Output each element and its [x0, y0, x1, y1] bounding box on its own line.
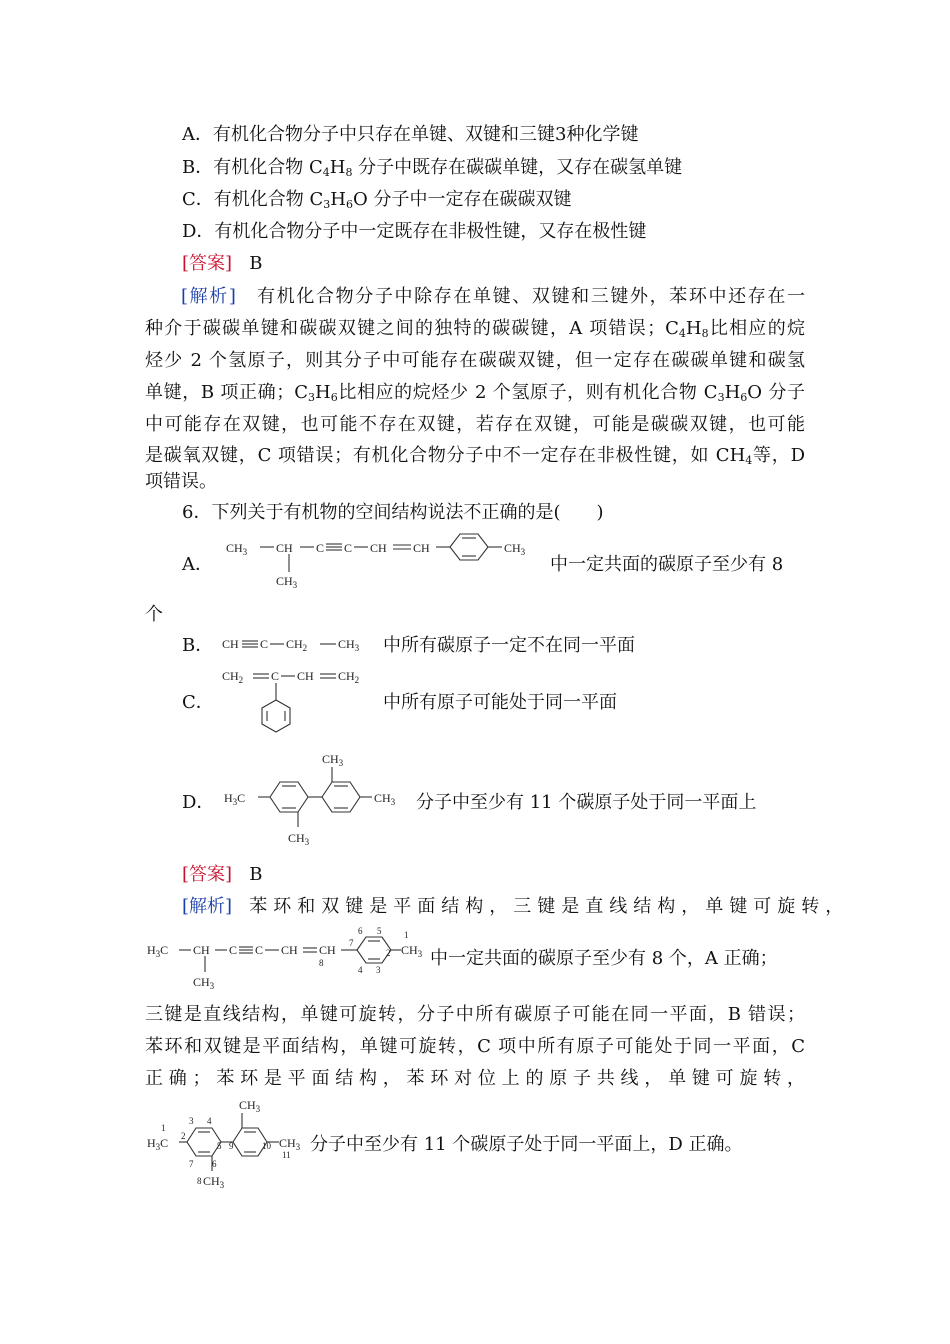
analysis-line-1: [解析] 有机化合物分子中除存在单键、双键和三键外，苯环中还存在一: [145, 284, 805, 310]
svg-text:C: C: [316, 541, 325, 555]
question6-stem: 6．下列关于有机物的空间结构说法不正确的是( ): [182, 502, 604, 523]
svg-text:7: 7: [349, 938, 354, 948]
svg-text:CH3: $CH_3$: [193, 975, 215, 991]
svg-text:C: C: [271, 669, 280, 683]
q6-option-d-label: D．: [182, 792, 215, 813]
svg-text:5: 5: [377, 926, 382, 936]
svg-text:C: C: [344, 541, 353, 555]
svg-text:CH2: $CH_2$: [338, 669, 360, 685]
q6-answer-label: [答案]: [182, 864, 233, 885]
q6-option-d-text: 分子中至少有 11 个碳原子处于同一平面上: [416, 792, 757, 813]
analysis-line-4: 单键，B 项正确；$C_3H_6$比相应的烷烃少 2 个氢原子，则有机化合物 $C_3H_6O$ 分子: [145, 382, 806, 404]
svg-text:3: 3: [189, 1116, 194, 1126]
q6-option-a-text: 中一定共面的碳原子至少有 8: [550, 554, 784, 575]
q6-option-a-cont: 个: [145, 604, 163, 625]
svg-text:CH: CH: [370, 541, 387, 555]
svg-text:4: 4: [207, 1116, 212, 1126]
svg-text:7: 7: [189, 1159, 194, 1169]
q6-analysis-line-6: 分子中至少有 11 个碳原子处于同一平面上，D 正确。: [310, 1134, 743, 1155]
svg-text:H3C: $H_3C$: [147, 943, 169, 959]
q6-option-a-label: A．: [182, 554, 213, 575]
q6-analysis-line-2: 中一定共面的碳原子至少有 8 个，A 正确；: [430, 948, 778, 969]
svg-text:1: 1: [161, 1123, 166, 1133]
q6-option-b-text: 中所有碳原子一定不在同一平面: [383, 635, 635, 656]
q6-answer-value: B: [249, 864, 263, 885]
svg-text:CH3: $CH_3$: [504, 541, 526, 557]
svg-text:CH2: $CH_2$: [222, 669, 244, 685]
svg-text:4: 4: [358, 965, 363, 975]
structure-b: [220, 630, 380, 658]
svg-text:CH3: $CH_3$: [322, 752, 344, 768]
svg-text:9: 9: [229, 1141, 234, 1151]
svg-text:1: 1: [404, 930, 409, 940]
q6-analysis-line-5: 正确；苯环是平面结构，苯环对位上的原子共线，单键可旋转，: [145, 1068, 805, 1089]
option-c: C．有机化合物 $C_3H_6O$ 分子中一定存在碳碳双键: [182, 189, 572, 211]
q6-analysis-line-4: 苯环和双键是平面结构，单键可旋转，C 项中所有原子可能处于同一平面，C: [145, 1036, 805, 1057]
q6-analysis-line-1: [解析] 苯环和双键是平面结构，三键是直线结构，单键可旋转，: [182, 896, 850, 917]
svg-text:2: 2: [386, 948, 391, 958]
svg-text:CH: CH: [297, 669, 314, 683]
svg-text:C: C: [229, 943, 238, 957]
svg-text:CH3: $CH_3$: [338, 637, 360, 653]
svg-text:CH2: $CH_2$: [286, 637, 308, 653]
structure-analysis-d: [145, 1095, 310, 1190]
q6-analysis-label: [解析]: [182, 896, 233, 917]
svg-text:CH: CH: [222, 637, 239, 651]
svg-text:CH3: $CH_3$: [374, 791, 396, 807]
q6-answer-line: [182, 862, 262, 888]
svg-text:CH3: $CH_3$: [239, 1098, 261, 1114]
q6-option-c-text: 中所有原子可能处于同一平面: [383, 692, 617, 713]
svg-text:CH3: $CH_3$: [276, 574, 298, 590]
svg-text:10: 10: [262, 1141, 271, 1151]
structure-a: [222, 532, 547, 592]
svg-text:2: 2: [181, 1131, 186, 1141]
svg-text:CH: CH: [276, 541, 293, 555]
analysis-line-3: 烃少 2 个氢原子，则其分子中可能存在碳碳双键，但一定存在碳碳单键和碳氢: [145, 350, 805, 371]
svg-text:3: 3: [376, 965, 381, 975]
analysis-label: [解析]: [181, 286, 236, 307]
svg-text:CH3: $CH_3$: [226, 541, 248, 557]
option-b: B．有机化合物 $C_4H_8$ 分子中既存在碳碳单键，又存在碳氢单键: [182, 157, 683, 179]
svg-text:CH3: $CH_3$: [279, 1136, 301, 1152]
analysis-line-2: 种介于碳碳单键和碳碳双键之间的独特的碳碳键，A 项错误；$C_4H_8$比相应的烷: [145, 318, 805, 340]
svg-text:CH3: $CH_3$: [288, 831, 310, 847]
structure-analysis-a: [145, 922, 430, 992]
structure-c: [220, 662, 380, 742]
analysis-line-6: 是碳氧双键，C 项错误；有机化合物分子中不一定存在非极性键，如 $CH_4$等，D: [145, 445, 805, 467]
answer-label: [答案]: [182, 253, 233, 274]
svg-text:CH: CH: [281, 943, 298, 957]
q6-option-c-label: C．: [182, 692, 214, 713]
svg-text:CH: CH: [413, 541, 430, 555]
svg-text:H3C: $H_3C$: [147, 1136, 169, 1152]
analysis-line-7: 项错误。: [145, 471, 217, 492]
svg-text:C: C: [255, 943, 264, 957]
svg-text:6: 6: [212, 1159, 217, 1169]
answer-line: [182, 251, 262, 277]
svg-text:CH3: $CH_3$: [203, 1174, 225, 1190]
svg-text:8: 8: [319, 958, 324, 968]
svg-text:5: 5: [217, 1141, 222, 1151]
q6-option-b-label: B．: [182, 635, 214, 656]
svg-text:6: 6: [358, 926, 363, 936]
svg-text:11: 11: [282, 1150, 291, 1160]
answer-value: B: [249, 253, 263, 274]
option-a: A．有机化合物分子中只存在单键、双键和三键3种化学键: [182, 124, 639, 145]
structure-d: [222, 745, 412, 850]
analysis-line-5: 中可能存在双键，也可能不存在双键，若存在双键，可能是碳碳双键，也可能: [145, 414, 805, 435]
svg-text:C: C: [260, 637, 269, 651]
svg-text:H3C: $H_3C$: [224, 791, 246, 807]
q6-analysis-line-3: 三键是直线结构，单键可旋转，分子中所有碳原子可能在同一平面，B 错误；: [145, 1004, 805, 1025]
svg-text:8: 8: [197, 1176, 202, 1186]
svg-text:CH: CH: [319, 943, 336, 957]
svg-text:CH3: $CH_3$: [401, 943, 423, 959]
svg-text:CH: CH: [193, 943, 210, 957]
option-d: D．有机化合物分子中一定既存在非极性键，又存在极性键: [182, 221, 647, 242]
